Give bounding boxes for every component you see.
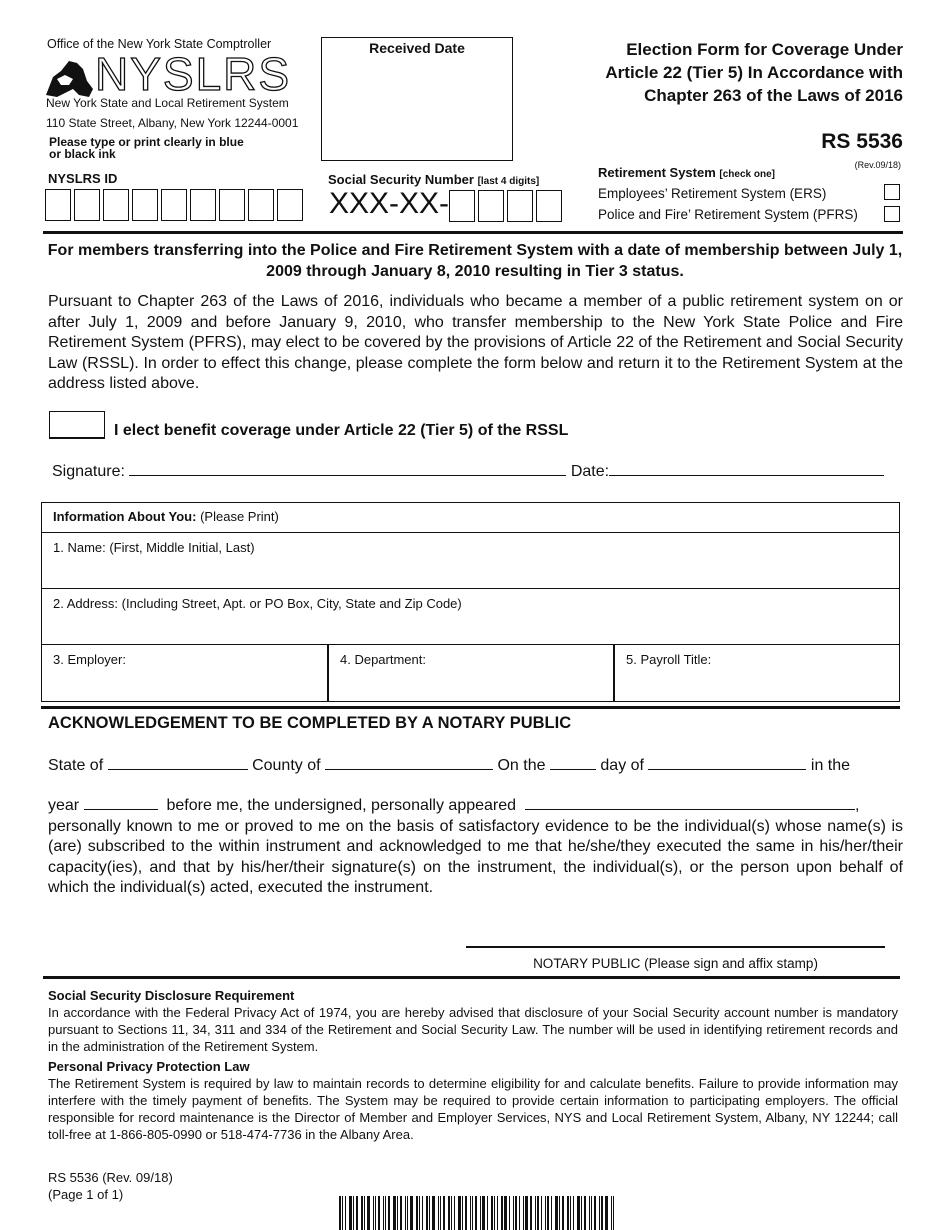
barcode-bar	[472, 1196, 473, 1230]
barcode-bar	[491, 1196, 493, 1230]
barcode-bar	[422, 1196, 423, 1230]
barcode-bar	[448, 1196, 450, 1230]
barcode-bar	[504, 1196, 507, 1230]
barcode-bar	[407, 1196, 408, 1230]
barcode-bar	[443, 1196, 445, 1230]
barcode-bar	[513, 1196, 514, 1230]
barcode-bar	[339, 1196, 341, 1230]
barcode-bar	[605, 1196, 608, 1230]
in-the-label: in the	[810, 757, 851, 774]
barcode-bar	[454, 1196, 455, 1230]
barcode-bar	[349, 1196, 352, 1230]
state-field[interactable]	[108, 755, 248, 770]
barcode-bar	[573, 1196, 574, 1230]
notary-venue-row	[48, 755, 903, 775]
barcode-bar	[385, 1196, 386, 1230]
id-digit-box[interactable]	[219, 189, 245, 221]
intro-heading: For members transferring into the Police and Fire Retirement System with a date of membership between July 1, 2009 through January 8, 2010 resulting in Tier 3 status.	[47, 242, 903, 280]
date-label: Date:	[570, 463, 610, 480]
barcode-bar	[356, 1196, 358, 1230]
barcode-bar	[393, 1196, 396, 1230]
barcode-bar	[458, 1196, 461, 1230]
title-line-2: Article 22 (Tier 5) In Accordance with	[605, 63, 903, 82]
title-line-3: Chapter 263 of the Laws of 2016	[644, 86, 903, 105]
barcode-bar	[345, 1196, 346, 1230]
barcode-bar	[541, 1196, 542, 1230]
signature-row	[52, 463, 884, 481]
barcode-bar	[397, 1196, 398, 1230]
election-underline	[49, 437, 105, 439]
section-divider	[43, 231, 903, 234]
notary-statement	[48, 796, 903, 899]
notary-signature-line[interactable]	[466, 946, 885, 948]
barcode-bar	[530, 1196, 532, 1230]
ssn-prefix: XXX-XX-	[329, 187, 450, 220]
ssn-label: Social Security Number [last 4 digits]	[328, 172, 540, 187]
system-address: 110 State Street, Albany, New York 12244-0001	[46, 116, 299, 130]
barcode-bar	[601, 1196, 603, 1230]
state-label: State of	[48, 757, 104, 774]
barcode-bar	[547, 1196, 549, 1230]
date-field[interactable]	[609, 475, 884, 476]
notary-title: ACKNOWLEDGEMENT TO BE COMPLETED BY A NOTARY PUBLIC	[48, 714, 572, 732]
barcode-bar	[419, 1196, 420, 1230]
barcode-bar	[613, 1196, 614, 1230]
day-of-label: day of	[600, 757, 644, 774]
employer-label: 3. Employer:	[53, 652, 126, 667]
name-label: 1. Name: (First, Middle Initial, Last)	[53, 540, 255, 555]
title-line-1: Election Form for Coverage Under	[626, 40, 903, 59]
address-field[interactable]	[42, 588, 899, 645]
barcode-bar	[405, 1196, 406, 1230]
barcode-bar	[361, 1196, 363, 1230]
received-date-box	[321, 37, 513, 161]
payroll-title-field[interactable]	[615, 644, 899, 701]
signature-field[interactable]	[129, 475, 566, 476]
address-label: 2. Address: (Including Street, Apt. or PO Box, City, State and Zip Code)	[53, 596, 462, 611]
barcode-bar	[497, 1196, 498, 1230]
on-the-label: On the	[497, 757, 546, 774]
department-field[interactable]	[329, 644, 613, 701]
notary-divider	[41, 706, 900, 709]
ssn-digit-box[interactable]	[507, 190, 533, 222]
retirement-hint: [check one]	[719, 169, 775, 180]
ssd-title: Social Security Disclosure Requirement	[48, 988, 295, 1003]
barcode-bar	[373, 1196, 374, 1230]
barcode-bar	[487, 1196, 488, 1230]
ssn-digit-box[interactable]	[478, 190, 504, 222]
barcode-bar	[584, 1196, 586, 1230]
barcode-bar	[440, 1196, 441, 1230]
print-instructions: Please type or print clearly in blue or black ink	[49, 135, 244, 161]
election-statement: I elect benefit coverage under Article 22 (Tier 5) of the RSSL	[114, 422, 569, 439]
barcode-bar	[388, 1196, 390, 1230]
ers-checkbox[interactable]	[884, 184, 900, 200]
id-digit-box[interactable]	[45, 189, 71, 221]
barcode-bar	[480, 1196, 481, 1230]
intro-body: Pursuant to Chapter 263 of the Laws of 2016, individuals who became a member of a public retirement system on or after July 1, 2009 and before January 9, 2010, who transfer membership to the New York State Police and Fire Retirement System (PFRS), may elect to be covered by the provisions of Article 22 of the Retirement and Social Security Law (RSSL). In order to effect this change, please complete the form below and return it to the Retirement System at the address listed above.	[48, 293, 903, 392]
nyslrs-id-label: NYSLRS ID	[48, 171, 118, 186]
barcode-bar	[577, 1196, 580, 1230]
barcode-bar	[591, 1196, 592, 1230]
footer-page: (Page 1 of 1)	[48, 1187, 124, 1202]
id-digit-box[interactable]	[103, 189, 129, 221]
employment-row	[42, 644, 899, 701]
before-me-text: before me, the undersigned, personally appeared	[166, 797, 517, 814]
barcode-bar	[562, 1196, 564, 1230]
notary-body: personally known to me or proved to me on the basis of satisfactory evidence to be the individual(s) whose name(s) is (are) subscribed to the within instrument and acknowledged to me that he/she/they executed the same in his/her/their capacity(ies), and that by his/her/their signature(s) on the instrument, the individual(s), or the person upon behalf of which the individual(s) acted, executed the instrument.	[48, 817, 903, 896]
barcode-bar	[545, 1196, 546, 1230]
ssn-hint: [last 4 digits]	[477, 176, 540, 187]
department-label: 4. Department:	[340, 652, 426, 667]
notary-year-row	[48, 796, 903, 817]
barcode-bar	[367, 1196, 370, 1230]
barcode-bar	[501, 1196, 503, 1230]
ssn-digit-box[interactable]	[536, 190, 562, 222]
barcode-bar	[581, 1196, 582, 1230]
barcode-bar	[525, 1196, 528, 1230]
barcode-bar	[465, 1196, 467, 1230]
barcode-bar	[570, 1196, 571, 1230]
barcode-bar	[416, 1196, 418, 1230]
barcode-bar	[383, 1196, 384, 1230]
day-field[interactable]	[550, 755, 596, 770]
received-date-label: Received Date	[369, 40, 465, 56]
barcode-bar	[429, 1196, 430, 1230]
id-digit-box[interactable]	[161, 189, 187, 221]
ssd-body: In accordance with the Federal Privacy Act of 1974, you are hereby advised that disclosure of your Social Security account number is mandatory pursuant to Sections 11, 34, 311 and 334 of the Retirement and Social Security Law. The number will be used in identifying retirement records and in the administration of the Retirement System.	[48, 1005, 898, 1054]
ppp-body: The Retirement System is required by law to maintain records to determine eligibility for and calculate benefits. Failure to provide information may interfere with the timely payment of benefits. The System may be required to provide certain information to participating employers. The official responsible for record maintenance is the Director of Member and Employer Services, NYS and Local Retirement System, Albany, NY 12244; call toll-free at 1-866-805-0990 or 518-474-7736 in the Albany Area.	[48, 1076, 898, 1142]
employer-field[interactable]	[42, 644, 327, 701]
info-note: (Please Print)	[200, 509, 279, 524]
barcode-bar	[523, 1196, 524, 1230]
office-name: Office of the New York State Comptroller	[47, 37, 272, 51]
barcode-bar	[410, 1196, 413, 1230]
barcode-bar	[432, 1196, 435, 1230]
appeared-name-field[interactable]	[525, 809, 855, 810]
barcode-bar	[589, 1196, 590, 1230]
form-revision: (Rev.09/18)	[854, 160, 901, 170]
year-field[interactable]	[84, 809, 158, 810]
ppp-title: Personal Privacy Protection Law	[48, 1059, 250, 1074]
barcode-bar	[400, 1196, 402, 1230]
id-digit-box[interactable]	[190, 189, 216, 221]
county-label: County of	[252, 757, 321, 774]
barcode-bar	[470, 1196, 471, 1230]
barcode-bar	[462, 1196, 463, 1230]
ssn-last4-input[interactable]	[449, 190, 565, 222]
barcode-bar	[537, 1196, 539, 1230]
info-heading: Information About You:	[53, 509, 197, 524]
election-checkbox[interactable]	[49, 411, 105, 438]
barcode-bar	[451, 1196, 452, 1230]
month-field[interactable]	[648, 755, 806, 770]
barcode-bar	[509, 1196, 510, 1230]
info-table	[41, 502, 900, 702]
signature-label: Signature:	[52, 463, 125, 480]
barcode-bar	[599, 1196, 600, 1230]
barcode-bar	[515, 1196, 517, 1230]
id-digit-box[interactable]	[132, 189, 158, 221]
county-field[interactable]	[325, 755, 493, 770]
info-header	[42, 503, 899, 533]
barcode-bar	[353, 1196, 354, 1230]
notary-signature-label: NOTARY PUBLIC (Please sign and affix stamp)	[533, 956, 818, 971]
system-name: New York State and Local Retirement System	[46, 96, 289, 110]
payroll-title-label: 5. Payroll Title:	[626, 652, 712, 667]
form-number: RS 5536	[821, 130, 903, 153]
id-digit-box[interactable]	[74, 189, 100, 221]
footer-form-rev: RS 5536 (Rev. 09/18)	[48, 1170, 173, 1185]
form-title	[560, 38, 903, 107]
year-label: year	[48, 797, 80, 814]
id-digit-box[interactable]	[248, 189, 274, 221]
disclosure-divider	[43, 976, 900, 979]
barcode-bar	[567, 1196, 569, 1230]
barcode-bar	[482, 1196, 485, 1230]
barcode-bar	[494, 1196, 495, 1230]
barcode-bar	[426, 1196, 428, 1230]
barcode-bar	[611, 1196, 612, 1230]
barcode-bar	[438, 1196, 439, 1230]
barcode-bar	[475, 1196, 477, 1230]
option-ers-label: Employees’ Retirement System (ERS)	[598, 186, 827, 201]
option-pfrs-label: Police and Fire’ Retirement System (PFRS)	[598, 207, 858, 222]
name-field[interactable]	[42, 532, 899, 589]
barcode-bar	[364, 1196, 365, 1230]
barcode-bar	[378, 1196, 380, 1230]
barcode-bar	[342, 1196, 343, 1230]
id-digit-box[interactable]	[277, 189, 303, 221]
barcode-bar	[375, 1196, 376, 1230]
barcode-bar	[555, 1196, 558, 1230]
barcode-bar	[594, 1196, 596, 1230]
logo-wordmark: NYSLRS	[95, 48, 292, 100]
nyslrs-id-input[interactable]	[45, 189, 306, 221]
barcode-bar	[535, 1196, 536, 1230]
barcode-bar	[519, 1196, 520, 1230]
retirement-system-label: Retirement System [check one]	[598, 165, 775, 180]
barcode-bar	[559, 1196, 560, 1230]
comma: ,	[854, 797, 860, 814]
pfrs-checkbox[interactable]	[884, 206, 900, 222]
barcode-bar	[551, 1196, 552, 1230]
barcode	[339, 1196, 617, 1230]
ssn-digit-box[interactable]	[449, 190, 475, 222]
